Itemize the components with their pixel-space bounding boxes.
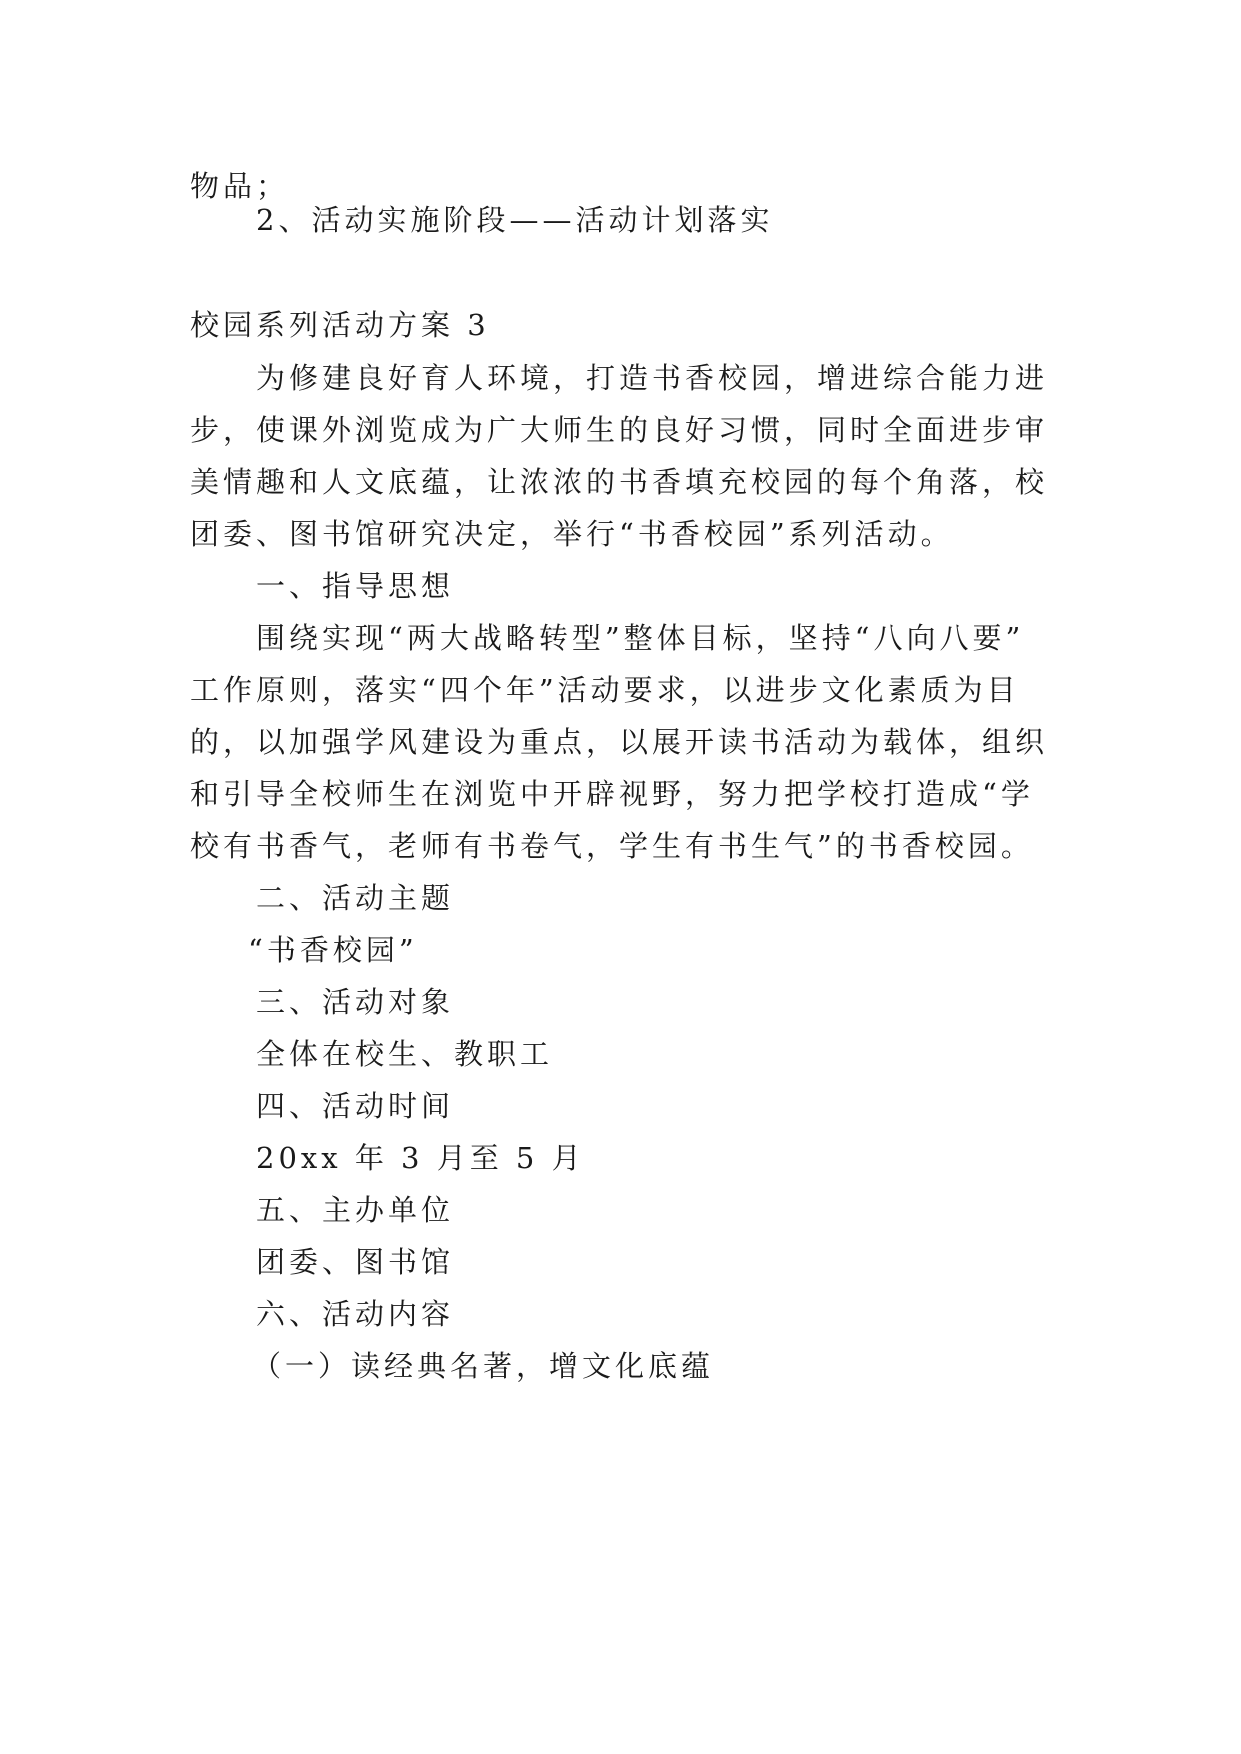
guiding-paragraph-line: 的，以加强学风建设为重点，以展开读书活动为载体，组织 — [190, 725, 1049, 759]
intro-paragraph-line: 为修建良好育人环境，打造书香校园，增进综合能力进 — [256, 361, 1049, 395]
heading-activity-time: 四、活动时间 — [256, 1089, 455, 1123]
heading-guiding-thought: 一、指导思想 — [256, 569, 455, 603]
heading-organizer: 五、主办单位 — [256, 1193, 455, 1227]
intro-paragraph-line: 美情趣和人文底蕴，让浓浓的书香填充校园的每个角落，校 — [190, 465, 1049, 499]
guiding-paragraph-line: 和引导全校师生在浏览中开辟视野，努力把学校打造成“学 — [190, 777, 1034, 811]
organizer-value: 团委、图书馆 — [256, 1245, 455, 1279]
activity-target-value: 全体在校生、教职工 — [256, 1037, 554, 1071]
heading-activity-content: 六、活动内容 — [256, 1297, 455, 1331]
heading-activity-theme: 二、活动主题 — [256, 881, 455, 915]
activity-time-value: 20xx 年 3 月至 5 月 — [256, 1141, 585, 1175]
activity-content-subheading: （一）读经典名著，增文化底蕴 — [252, 1349, 715, 1383]
activity-theme-value: “书香校园” — [248, 933, 418, 967]
section-title: 校园系列活动方案 3 — [190, 308, 490, 342]
guiding-paragraph-line: 围绕实现“两大战略转型”整体目标，坚持“八向八要” — [256, 621, 1025, 655]
guiding-paragraph-line: 校有书香气，老师有书卷气，学生有书生气”的书香校园。 — [190, 829, 1034, 863]
step-2-item: 2、活动实施阶段——活动计划落实 — [256, 203, 774, 237]
intro-paragraph-line: 团委、图书馆研究决定，举行“书香校园”系列活动。 — [190, 517, 954, 551]
intro-paragraph-line: 步，使课外浏览成为广大师生的良好习惯，同时全面进步审 — [190, 413, 1049, 447]
continuation-text: 物品； — [190, 169, 290, 203]
heading-activity-target: 三、活动对象 — [256, 985, 455, 1019]
guiding-paragraph-line: 工作原则，落实“四个年”活动要求，以进步文化素质为目 — [190, 673, 1020, 707]
